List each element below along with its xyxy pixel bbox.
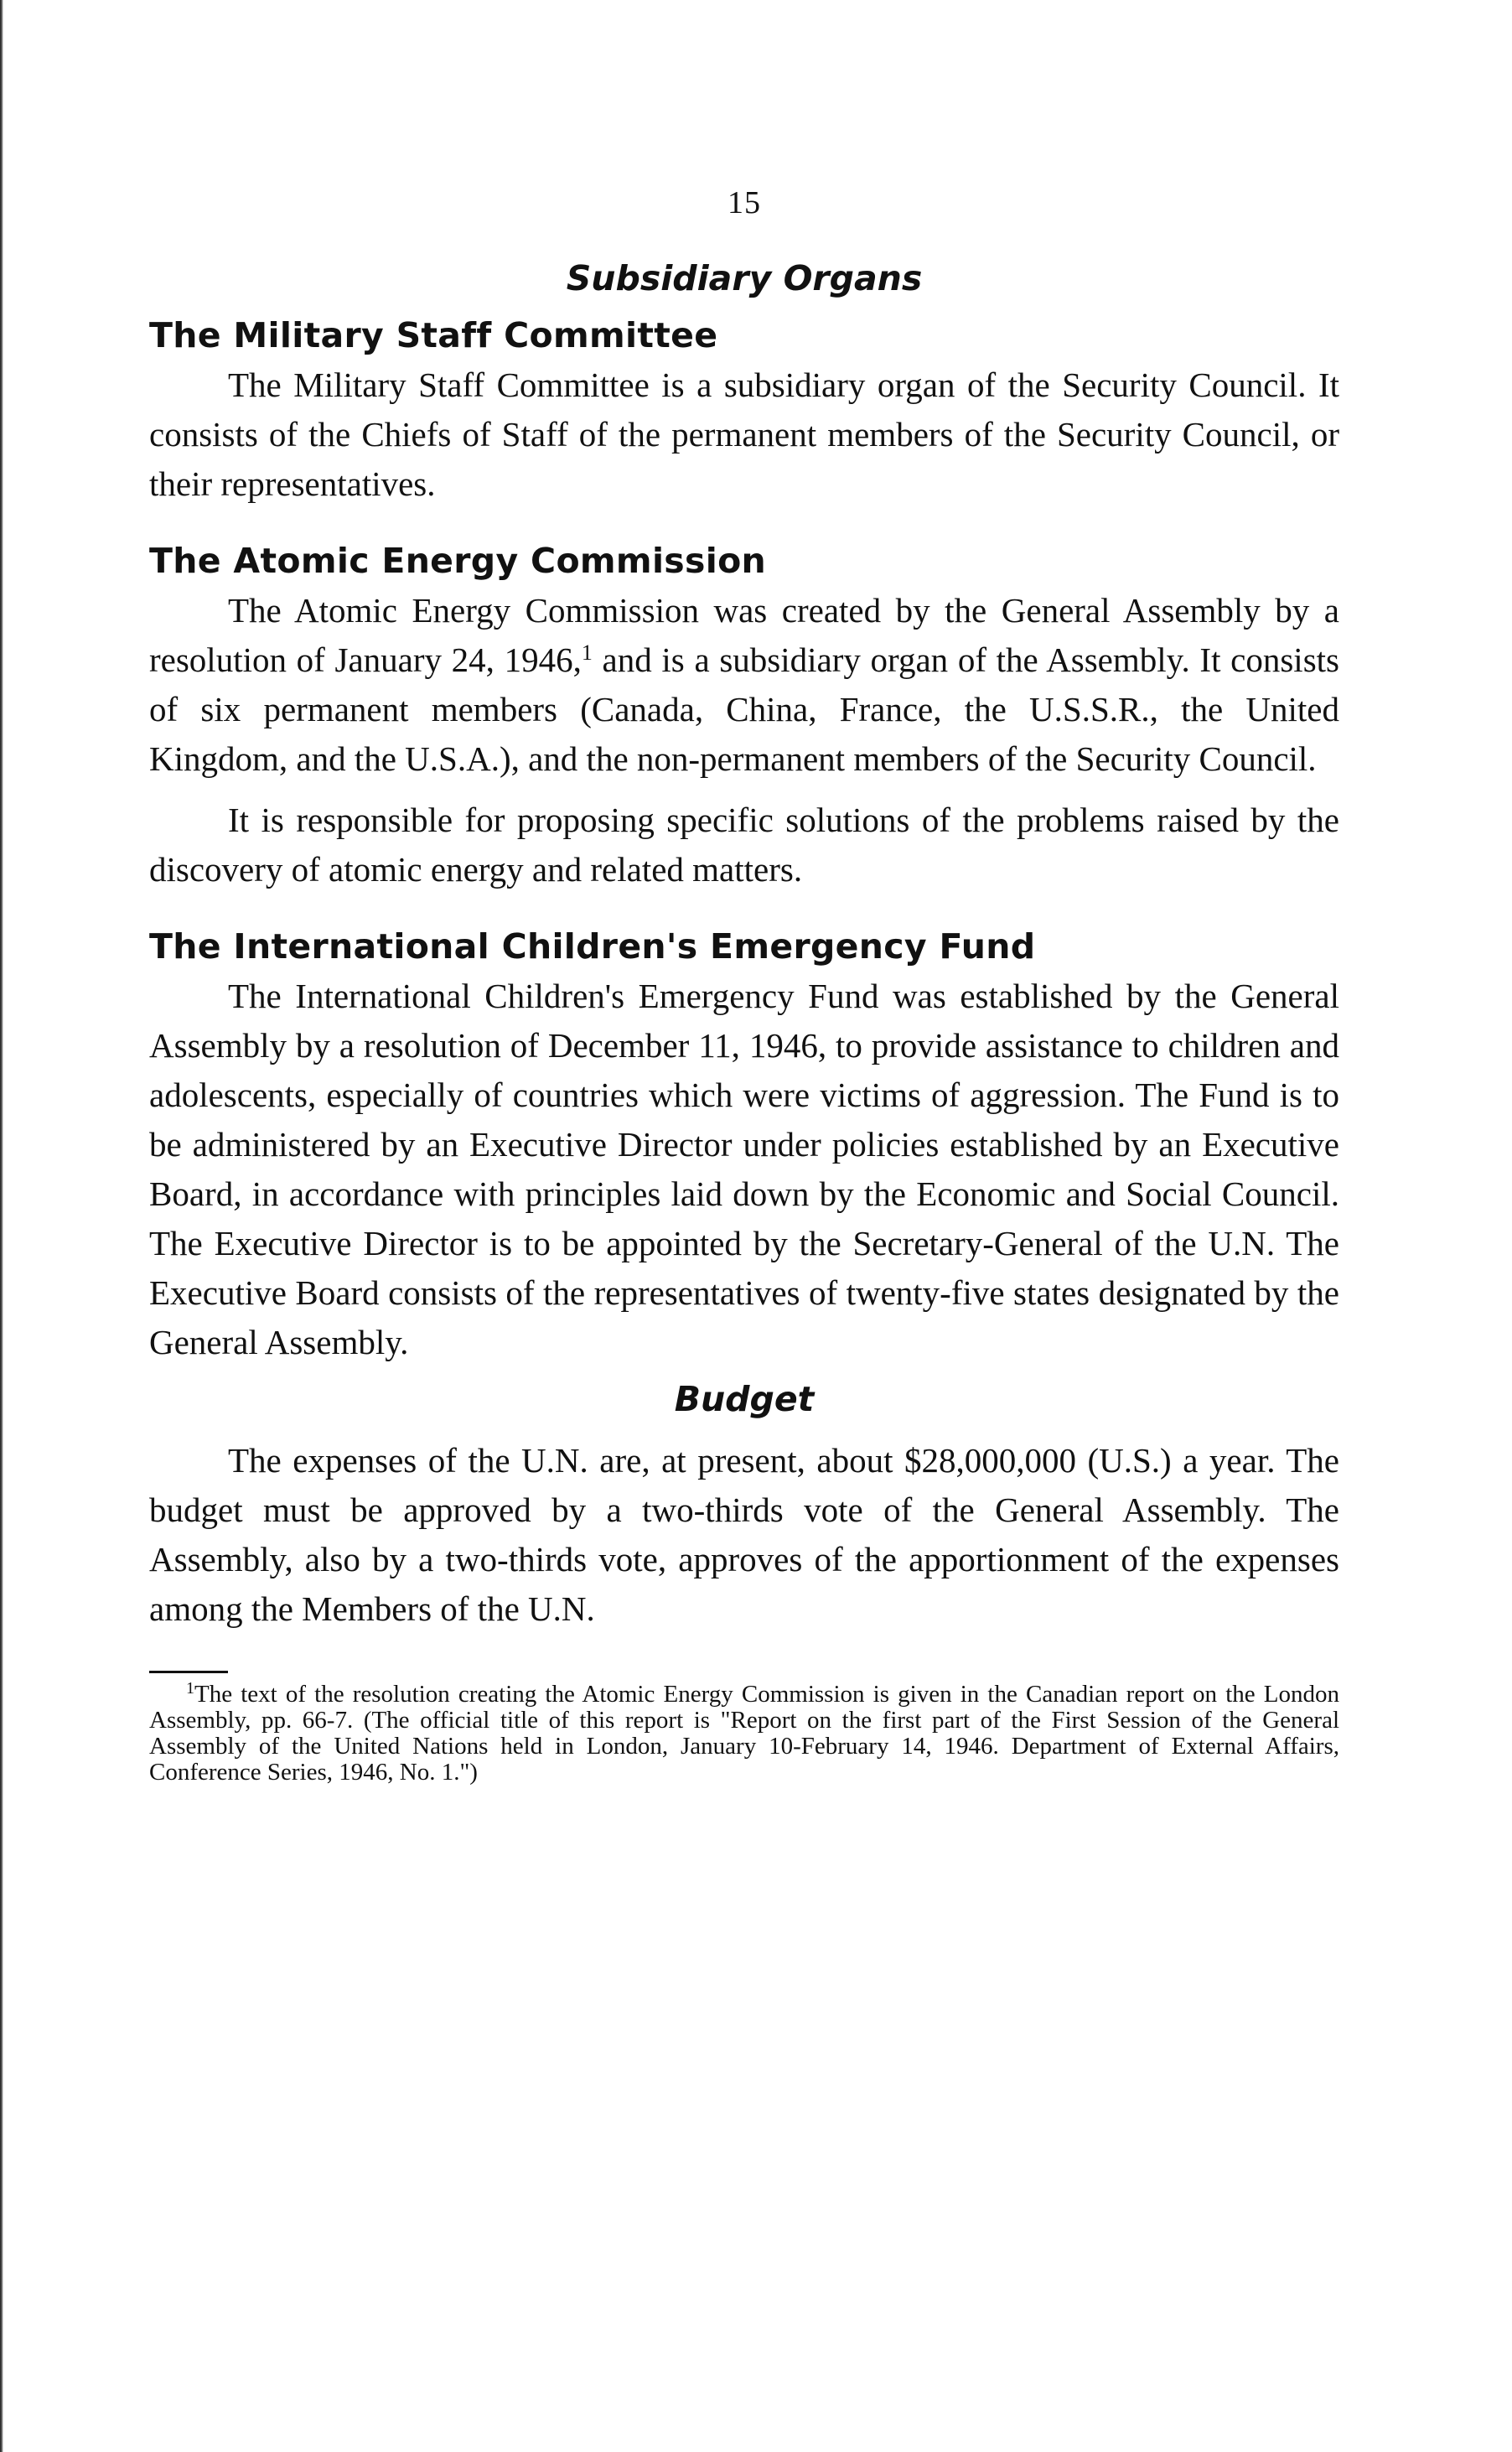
- military-staff-committee-section: [149, 315, 1339, 509]
- document-page: [149, 184, 1339, 1786]
- childrens-emergency-fund-section: [149, 926, 1339, 1367]
- footnote: [149, 1679, 1339, 1786]
- childrens-emergency-fund-paragraph: The International Children's Emergency Fund was established by the General Assembly by a resolution of December 11, 1946, to provide assistance to children and adolescents, especially of countries which were victims of aggression. The Fund is to be administered by an Executive Director under policies established by an Executive Board, in accordance with principles laid down by the Economic and Social Council. The Executive Director is to be appointed by the Secretary-General of the U.N. The Executive Board consists of the representatives of twenty-five states designated by the General Assembly.: [149, 977, 1339, 1361]
- atomic-energy-commission-heading: The Atomic Energy Commission: [149, 541, 767, 581]
- page-edge-shadow: [0, 0, 3, 2452]
- military-staff-committee-paragraph: The Military Staff Committee is a subsidiary organ of the Security Council. It consists of the Chiefs of Staff of the permanent members of the Security Council, or their representatives.: [149, 365, 1339, 503]
- section-title: Subsidiary Organs: [566, 258, 923, 298]
- atomic-energy-commission-section: [149, 541, 1339, 894]
- budget-title: Budget: [674, 1379, 815, 1419]
- atomic-paragraph-1-after-ref: and is a subsidiary organ of the Assembly. It consists of six permanent members (Canada, China, France, the U.S.S.R., the United Kingdom, and the U.S.A.), and the non-permanent members of the Security Council.: [149, 640, 1340, 778]
- atomic-energy-commission-paragraph-1: [149, 586, 1339, 784]
- childrens-emergency-fund-heading: The International Children's Emergency Fund: [149, 926, 1036, 967]
- atomic-energy-commission-paragraph-2: It is responsible for proposing specific solutions of the problems raised by the discovery of atomic energy and related matters.: [149, 801, 1339, 889]
- budget-paragraph: The expenses of the U.N. are, at present, about $28,000,000 (U.S.) a year. The budget must be approved by a two-thirds vote of the General Assembly. The Assembly, also by a two-thirds vote, approves of the apportionment of the expenses among the Members of the U.N.: [149, 1441, 1339, 1628]
- atomic-paragraph-1-before-ref: The Atomic Energy Commission was created by the General Assembly by a resolution of January 24, 1946,: [149, 591, 1339, 679]
- footnote-mark: 1: [186, 1679, 194, 1698]
- budget-section: [149, 1379, 1339, 1634]
- page-number: 15: [728, 185, 761, 220]
- footnote-divider: [149, 1671, 228, 1673]
- footnote-text: The text of the resolution creating the Atomic Energy Commission is given in the Canadian report on the London Assembly, pp. 66-7. (The official title of this report is "Report on the first part of the First Session of the General Assembly of the United Nations held in London, January 10-February 14, 1946. Department of External Affairs, Conference Series, 1946, No. 1."): [149, 1681, 1339, 1786]
- military-staff-committee-heading: The Military Staff Committee: [149, 315, 718, 355]
- footnote-reference: 1: [581, 640, 593, 665]
